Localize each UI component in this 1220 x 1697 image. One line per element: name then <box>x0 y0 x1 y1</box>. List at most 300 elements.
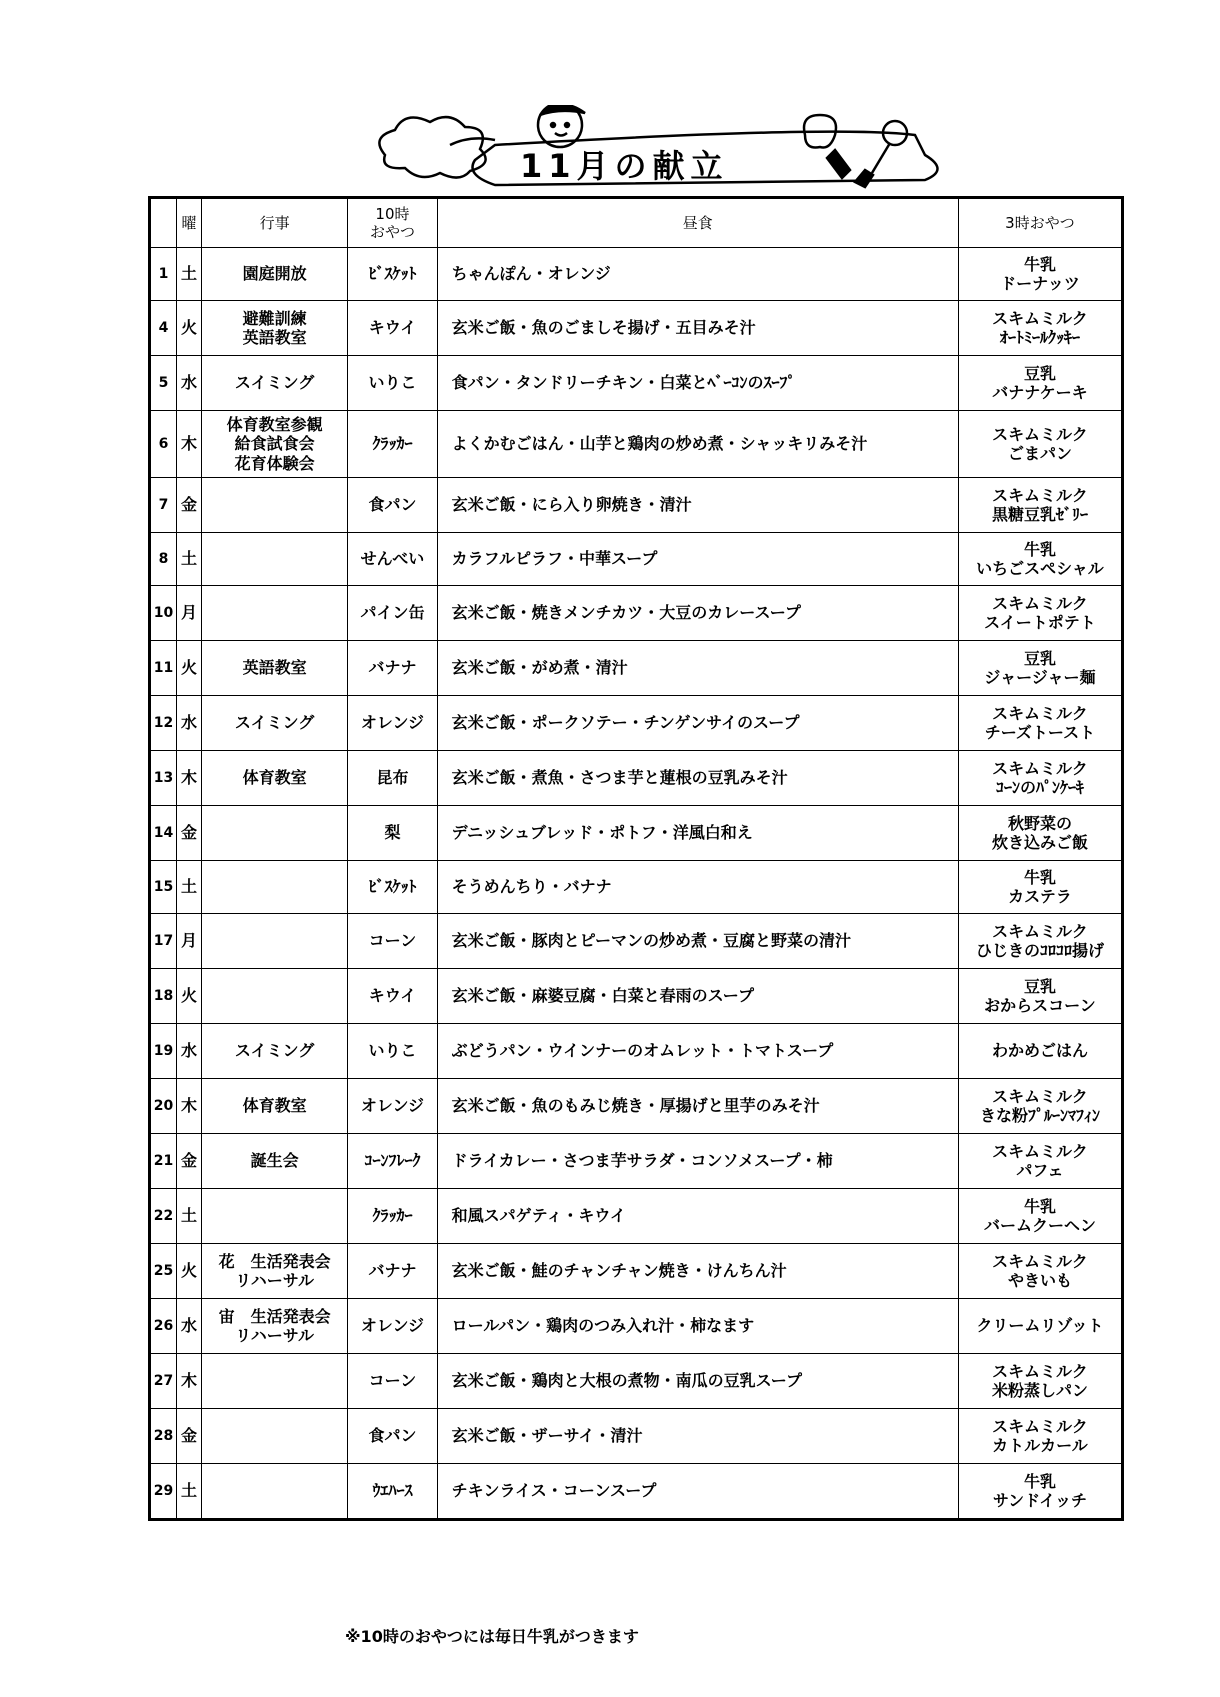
day-cell <box>150 914 177 969</box>
snack3-cell-line: スキムミルク <box>992 593 1088 613</box>
lunch-cell-line: 玄米ご飯・麻婆豆腐・白菜と春雨のスープ <box>451 986 755 1006</box>
day-cell <box>150 533 177 586</box>
day-cell <box>150 1079 177 1134</box>
snack10-cell <box>348 751 437 806</box>
table-row <box>150 301 1123 356</box>
day-cell-line: 26 <box>153 1317 174 1334</box>
snack10-cell <box>348 1409 437 1464</box>
snack3-cell <box>958 533 1122 586</box>
table-row <box>150 356 1123 411</box>
table-row <box>150 586 1123 641</box>
snack3-cell-line: スイートポテト <box>984 613 1096 632</box>
day-cell <box>150 1024 177 1079</box>
lunch-cell <box>437 1354 958 1409</box>
weekday-cell-line: 水 <box>180 713 197 733</box>
snack3-cell-line: サンドイッチ <box>992 1491 1087 1510</box>
snack10-cell-line: キウイ <box>368 986 417 1006</box>
snack10-cell <box>348 1134 437 1189</box>
snack3-cell <box>958 301 1122 356</box>
weekday-cell-line: 火 <box>180 1261 197 1281</box>
day-cell-line: 17 <box>153 932 174 949</box>
snack3-cell-line: きな粉ﾌﾟﾙｰﾝﾏﾌｨﾝ <box>979 1106 1100 1125</box>
day-cell <box>150 1464 177 1520</box>
lunch-cell <box>437 861 958 914</box>
weekday-cell <box>176 1244 201 1299</box>
event-cell <box>201 1189 347 1244</box>
lunch-header: 昼食 <box>437 198 958 248</box>
snack10-cell-line: いりこ <box>368 373 417 393</box>
weekday-cell <box>176 641 201 696</box>
event-cell <box>201 1244 347 1299</box>
snack10-cell-line: オレンジ <box>360 1096 425 1116</box>
snack3-cell <box>958 914 1122 969</box>
event-cell-line: スイミング <box>234 713 315 733</box>
snack3-cell-line: スキムミルク <box>992 424 1088 444</box>
snack3-cell-line: 牛乳 <box>1023 1471 1056 1491</box>
snack3-cell-line: スキムミルク <box>992 1141 1088 1161</box>
snack10-cell-line: バナナ <box>368 1261 417 1281</box>
event-cell <box>201 861 347 914</box>
snack3-cell <box>958 751 1122 806</box>
day-cell <box>150 806 177 861</box>
day-cell <box>150 641 177 696</box>
lunch-cell <box>437 1299 958 1354</box>
snack10-cell <box>348 478 437 533</box>
day-cell-line: 22 <box>153 1207 174 1224</box>
weekday-cell-line: 火 <box>180 658 197 678</box>
snack3-cell-line: スキムミルク <box>992 308 1088 328</box>
snack3-cell-line: 米粉蒸しパン <box>991 1381 1088 1400</box>
snack3-cell <box>958 248 1122 301</box>
lunch-cell <box>437 248 958 301</box>
snack3-cell-line: 豆乳 <box>1023 363 1056 383</box>
snack10-cell-line: バナナ <box>368 658 417 678</box>
event-cell <box>201 1134 347 1189</box>
event-cell <box>201 478 347 533</box>
snack10-cell <box>348 301 437 356</box>
snack3-cell-line: いちごスペシャル <box>976 559 1104 578</box>
event-cell-line: 誕生会 <box>250 1151 299 1171</box>
event-cell <box>201 1464 347 1520</box>
snack3-cell-line: スキムミルク <box>992 1086 1088 1106</box>
menu-body <box>150 248 1123 1520</box>
weekday-cell-line: 月 <box>180 603 197 623</box>
weekday-cell-line: 金 <box>180 495 197 515</box>
lunch-cell-line: 玄米ご飯・鶏肉と大根の煮物・南瓜の豆乳スープ <box>451 1371 803 1391</box>
lunch-cell <box>437 751 958 806</box>
lunch-cell <box>437 914 958 969</box>
event-cell-line: スイミング <box>234 1041 315 1061</box>
snack3-cell-line: おからスコーン <box>984 996 1096 1015</box>
day-cell-line: 21 <box>153 1152 174 1169</box>
day-header <box>150 198 177 248</box>
event-cell <box>201 533 347 586</box>
table-row <box>150 914 1123 969</box>
weekday-cell <box>176 1299 201 1354</box>
snack3-cell-line: ｺｰﾝのﾊﾟﾝｹｰｷ <box>995 778 1084 797</box>
snack3-cell <box>958 1464 1122 1520</box>
weekday-cell-line: 木 <box>180 1096 197 1116</box>
table-row <box>150 806 1123 861</box>
weekday-cell-line: 木 <box>180 434 197 454</box>
table-row <box>150 1189 1123 1244</box>
snack3-cell-line: 炊き込みご飯 <box>991 833 1088 852</box>
event-cell <box>201 586 347 641</box>
day-cell <box>150 356 177 411</box>
lunch-cell <box>437 411 958 478</box>
event-cell <box>201 301 347 356</box>
event-cell <box>201 1354 347 1409</box>
snack3-cell <box>958 1409 1122 1464</box>
weekday-cell-line: 土 <box>180 549 197 569</box>
table-row <box>150 1244 1123 1299</box>
lunch-cell <box>437 1409 958 1464</box>
snack3-cell-line: 黒糖豆乳ｾﾞﾘｰ <box>991 505 1088 524</box>
lunch-cell-line: よくかむごはん・山芋と鶏肉の炒め煮・シャッキリみそ汁 <box>451 434 868 454</box>
day-cell <box>150 696 177 751</box>
weekday-cell-line: 木 <box>180 768 197 788</box>
snack3-cell-line: ジャージャー麺 <box>984 668 1096 687</box>
lunch-cell-line: チキンライス・コーンスープ <box>451 1481 657 1501</box>
day-cell <box>150 861 177 914</box>
snack3-cell-line: スキムミルク <box>992 1416 1088 1436</box>
event-cell-line: 宙 生活発表会 <box>218 1306 331 1326</box>
day-cell-line: 6 <box>158 435 169 452</box>
snack10-header-line1: 10時 <box>375 205 410 223</box>
event-cell-line: 体育教室 <box>242 768 307 788</box>
event-cell <box>201 411 347 478</box>
snack3-cell-line: やきいも <box>1007 1271 1072 1290</box>
weekday-cell-line: 金 <box>180 1426 197 1446</box>
day-cell <box>150 301 177 356</box>
event-cell-line: 花育体験会 <box>234 453 315 473</box>
weekday-cell <box>176 1134 201 1189</box>
event-cell <box>201 914 347 969</box>
weekday-cell <box>176 1354 201 1409</box>
snack3-cell-line: スキムミルク <box>992 758 1088 778</box>
lunch-cell-line: デニッシュブレッド・ポトフ・洋風白和え <box>451 823 753 843</box>
weekday-cell-line: 木 <box>180 1371 197 1391</box>
snack3-cell <box>958 806 1122 861</box>
weekday-cell-line: 土 <box>180 1206 197 1226</box>
lunch-cell <box>437 586 958 641</box>
day-cell <box>150 586 177 641</box>
event-cell <box>201 1409 347 1464</box>
day-cell-line: 11 <box>153 659 174 676</box>
day-cell-line: 13 <box>153 769 174 786</box>
snack10-cell-line: コーン <box>368 1371 417 1391</box>
weekday-cell <box>176 806 201 861</box>
weekday-cell-line: 火 <box>180 986 197 1006</box>
event-cell <box>201 1079 347 1134</box>
lunch-cell <box>437 356 958 411</box>
lunch-cell-line: 玄米ご飯・にら入り卵焼き・清汁 <box>451 495 692 515</box>
day-cell <box>150 411 177 478</box>
weekday-cell <box>176 356 201 411</box>
weekday-cell <box>176 478 201 533</box>
snack10-cell-line: オレンジ <box>360 1316 425 1336</box>
weekday-cell <box>176 1189 201 1244</box>
weekday-cell-line: 水 <box>180 1316 197 1336</box>
day-cell-line: 15 <box>153 878 174 895</box>
weekday-cell-line: 月 <box>180 931 197 951</box>
lunch-cell <box>437 1244 958 1299</box>
snack3-cell-line: スキムミルク <box>992 703 1088 723</box>
lunch-cell-line: そうめんちり・バナナ <box>451 877 612 897</box>
snack3-cell-line: 秋野菜の <box>1007 813 1072 833</box>
event-cell-line: スイミング <box>234 373 315 393</box>
table-row <box>150 411 1123 478</box>
snack10-cell-line: ｺｰﾝﾌﾚｰｸ <box>364 1151 421 1171</box>
lunch-cell-line: カラフルピラフ・中華スープ <box>451 549 658 569</box>
weekday-cell <box>176 696 201 751</box>
snack10-cell <box>348 1464 437 1520</box>
snack10-cell <box>348 1244 437 1299</box>
event-cell <box>201 806 347 861</box>
snack10-cell-line: 食パン <box>368 495 417 515</box>
snack3-cell <box>958 861 1122 914</box>
weekday-cell <box>176 969 201 1024</box>
day-cell-line: 27 <box>153 1372 174 1389</box>
lunch-cell <box>437 1189 958 1244</box>
lunch-cell <box>437 1464 958 1520</box>
day-cell <box>150 1189 177 1244</box>
table-row <box>150 533 1123 586</box>
table-row <box>150 1024 1123 1079</box>
weekday-cell <box>176 533 201 586</box>
lunch-cell-line: 玄米ご飯・魚のごましそ揚げ・五目みそ汁 <box>451 318 756 338</box>
event-cell <box>201 248 347 301</box>
snack10-cell-line: ｸﾗｯｶｰ <box>372 434 413 454</box>
lunch-cell <box>437 301 958 356</box>
snack10-cell <box>348 1354 437 1409</box>
day-cell-line: 7 <box>158 496 169 513</box>
snack10-cell <box>348 248 437 301</box>
snack10-cell <box>348 411 437 478</box>
snack3-cell <box>958 641 1122 696</box>
table-row <box>150 641 1123 696</box>
table-row <box>150 1299 1123 1354</box>
snack3-cell-line: ひじきのｺﾛｺﾛ揚げ <box>975 941 1104 960</box>
table-row <box>150 1409 1123 1464</box>
event-cell <box>201 1299 347 1354</box>
event-cell <box>201 969 347 1024</box>
snack10-cell <box>348 1299 437 1354</box>
snack3-cell-line: バナナケーキ <box>992 383 1088 402</box>
menu-table <box>148 196 1124 1521</box>
snack10-header <box>348 198 437 248</box>
event-cell-line: 避難訓練 <box>242 308 307 328</box>
snack3-cell <box>958 696 1122 751</box>
lunch-cell-line: 玄米ご飯・煮魚・さつま芋と蓮根の豆乳みそ汁 <box>451 768 788 788</box>
lunch-cell-line: 玄米ご飯・がめ煮・清汁 <box>451 658 628 678</box>
weekday-cell-line: 土 <box>180 264 197 284</box>
lunch-cell-line: 和風スパゲティ・キウイ <box>451 1206 626 1226</box>
snack3-cell-line: スキムミルク <box>992 1361 1088 1381</box>
snack3-cell-line: 牛乳 <box>1023 539 1056 559</box>
snack3-cell-line: 牛乳 <box>1023 254 1056 274</box>
day-cell <box>150 1409 177 1464</box>
lunch-cell-line: ぶどうパン・ウインナーのオムレット・トマトスープ <box>451 1041 834 1061</box>
lunch-cell-line: ロールパン・鶏肉のつみ入れ汁・柿なます <box>451 1316 755 1336</box>
event-cell <box>201 751 347 806</box>
lunch-cell-line: 玄米ご飯・焼きメンチカツ・大豆のカレースープ <box>451 603 801 623</box>
event-cell-line: 体育教室参観 <box>226 415 323 435</box>
weekday-cell-line: 金 <box>180 823 197 843</box>
weekday-cell <box>176 914 201 969</box>
snack3-cell-line: わかめごはん <box>991 1041 1088 1061</box>
lunch-cell-line: 玄米ご飯・魚のもみじ焼き・厚揚げと里芋のみそ汁 <box>451 1096 820 1116</box>
snack3-cell-line: バームクーヘン <box>983 1216 1096 1235</box>
lunch-cell-line: 食パン・タンドリーチキン・白菜とﾍﾞｰｺﾝのｽｰﾌﾟ <box>451 373 796 393</box>
snack3-cell <box>958 1024 1122 1079</box>
snack10-cell-line: ﾋﾞｽｹｯﾄ <box>368 264 417 284</box>
snack3-cell <box>958 356 1122 411</box>
day-cell-line: 10 <box>153 604 174 621</box>
snack10-cell-line: 昆布 <box>376 768 409 788</box>
day-cell-line: 19 <box>153 1042 174 1059</box>
lunch-cell <box>437 806 958 861</box>
snack3-cell-line: カステラ <box>1008 887 1072 906</box>
event-cell <box>201 641 347 696</box>
event-cell <box>201 356 347 411</box>
snack3-cell-line: パフェ <box>1016 1161 1064 1180</box>
snack10-cell-line: コーン <box>368 931 417 951</box>
weekday-header: 曜 <box>176 198 201 248</box>
snack3-cell-line: 牛乳 <box>1023 1196 1056 1216</box>
lunch-cell <box>437 641 958 696</box>
snack10-cell <box>348 533 437 586</box>
snack10-cell-line: いりこ <box>368 1041 417 1061</box>
table-row <box>150 1464 1123 1520</box>
snack10-cell <box>348 806 437 861</box>
snack10-cell-line: 食パン <box>368 1426 417 1446</box>
snack10-cell <box>348 914 437 969</box>
snack10-cell <box>348 586 437 641</box>
lunch-cell <box>437 533 958 586</box>
day-cell <box>150 1134 177 1189</box>
snack3-cell-line: ごまパン <box>1007 444 1072 463</box>
snack10-cell <box>348 1189 437 1244</box>
weekday-cell <box>176 586 201 641</box>
snack10-cell <box>348 641 437 696</box>
event-cell <box>201 696 347 751</box>
page-title: 11月の献立 <box>520 147 729 185</box>
snack10-cell-line: オレンジ <box>360 713 425 733</box>
snack10-cell-line: 梨 <box>384 823 401 843</box>
snack3-cell-line: スキムミルク <box>992 1251 1088 1271</box>
snack3-cell <box>958 1354 1122 1409</box>
snack3-cell-line: クリームリゾット <box>976 1316 1104 1336</box>
snack3-cell-line: ドーナッツ <box>1000 274 1080 293</box>
weekday-cell <box>176 1079 201 1134</box>
day-cell-line: 25 <box>153 1262 174 1279</box>
day-cell <box>150 248 177 301</box>
header-row <box>150 198 1123 248</box>
snack3-cell <box>958 1134 1122 1189</box>
day-cell-line: 29 <box>153 1482 174 1499</box>
weekday-cell <box>176 1024 201 1079</box>
footnote: ※10時のおやつには毎日牛乳がつきます <box>345 1627 639 1646</box>
snack10-cell <box>348 356 437 411</box>
day-cell-line: 12 <box>153 714 174 731</box>
day-cell-line: 8 <box>158 550 169 567</box>
event-cell-line: 給食試食会 <box>234 434 315 454</box>
lunch-cell-line: 玄米ご飯・ポークソテー・チンゲンサイのスープ <box>451 713 800 733</box>
event-cell-line: 園庭開放 <box>242 264 307 284</box>
lunch-cell <box>437 1134 958 1189</box>
weekday-cell-line: 水 <box>180 1041 197 1061</box>
snack3-cell <box>958 1244 1122 1299</box>
weekday-cell-line: 土 <box>180 1481 197 1501</box>
snack10-cell-line: パイン缶 <box>360 603 425 623</box>
weekday-cell-line: 水 <box>180 373 197 393</box>
table-row <box>150 696 1123 751</box>
event-header: 行事 <box>201 198 347 248</box>
event-cell-line: 英語教室 <box>242 658 307 678</box>
snack10-cell-line: ﾋﾞｽｹｯﾄ <box>368 877 417 897</box>
table-row <box>150 478 1123 533</box>
event-cell-line: 英語教室 <box>242 328 307 347</box>
snack3-cell-line: スキムミルク <box>992 485 1088 505</box>
snack10-cell <box>348 696 437 751</box>
day-cell-line: 14 <box>153 824 174 841</box>
snack10-cell-line: ｸﾗｯｶｰ <box>372 1206 413 1226</box>
weekday-cell-line: 火 <box>180 318 197 338</box>
lunch-cell <box>437 478 958 533</box>
snack3-cell <box>958 1299 1122 1354</box>
day-cell-line: 5 <box>158 374 169 391</box>
snack10-cell <box>348 861 437 914</box>
weekday-cell <box>176 751 201 806</box>
snack3-cell <box>958 478 1122 533</box>
snack3-cell-line: ｵｰﾄﾐｰﾙｸｯｷｰ <box>999 328 1080 347</box>
weekday-cell-line: 土 <box>180 877 197 897</box>
table-row <box>150 969 1123 1024</box>
day-cell <box>150 751 177 806</box>
weekday-cell <box>176 248 201 301</box>
lunch-cell <box>437 696 958 751</box>
day-cell <box>150 969 177 1024</box>
snack3-cell <box>958 1079 1122 1134</box>
snack10-cell-line: せんべい <box>360 549 425 569</box>
table-row <box>150 1354 1123 1409</box>
snack3-cell-line: 豆乳 <box>1023 976 1056 996</box>
day-cell-line: 1 <box>158 265 169 282</box>
event-cell-line: 花 生活発表会 <box>218 1251 331 1271</box>
day-cell-line: 20 <box>153 1097 174 1114</box>
day-cell <box>150 1244 177 1299</box>
snack3-cell <box>958 411 1122 478</box>
table-row <box>150 1079 1123 1134</box>
day-cell <box>150 478 177 533</box>
snack3-cell <box>958 1189 1122 1244</box>
weekday-cell <box>176 301 201 356</box>
day-cell-line: 18 <box>153 987 174 1004</box>
weekday-cell-line: 金 <box>180 1151 197 1171</box>
event-cell-line: リハーサル <box>235 1326 314 1345</box>
weekday-cell <box>176 411 201 478</box>
snack10-cell <box>348 969 437 1024</box>
snack3-cell-line: スキムミルク <box>992 921 1088 941</box>
weekday-cell <box>176 1409 201 1464</box>
snack3-cell-line: カトルカール <box>992 1436 1088 1455</box>
lunch-cell-line: ちゃんぽん・オレンジ <box>451 264 611 284</box>
lunch-cell <box>437 969 958 1024</box>
table-row <box>150 861 1123 914</box>
table-row <box>150 1134 1123 1189</box>
day-cell-line: 4 <box>158 319 169 336</box>
